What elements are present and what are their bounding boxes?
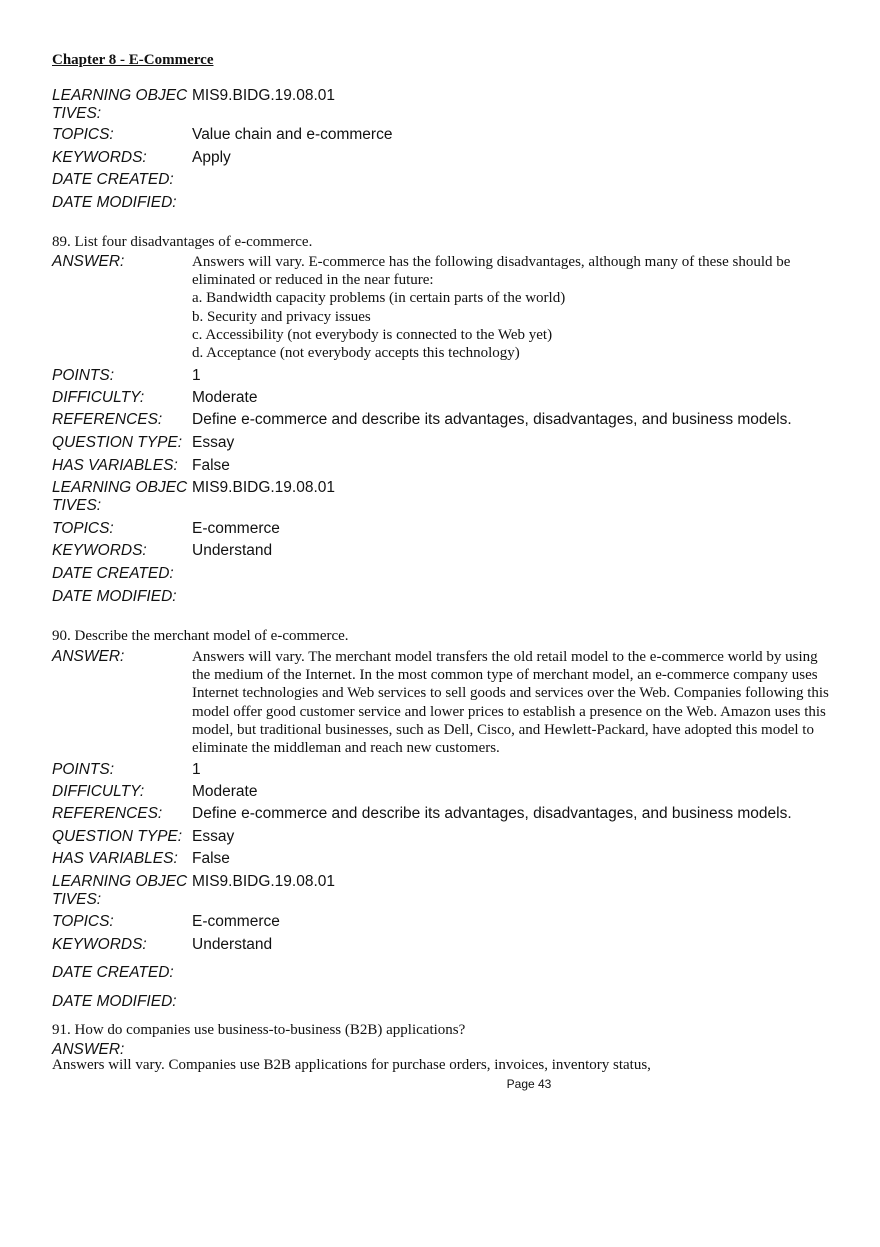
has-variables-label: HAS VARIABLES: — [52, 457, 178, 474]
points-label: POINTS: — [52, 761, 115, 778]
answer-line: a. Bandwidth capacity problems (in certain parts of the world) — [192, 290, 566, 307]
difficulty-value: Moderate — [192, 783, 258, 800]
topics-value: E-commerce — [192, 913, 280, 930]
topics-value: E-commerce — [192, 520, 280, 537]
question-89-text: 89. List four disadvantages of e-commerce. — [52, 234, 313, 250]
keywords-label: KEYWORDS: — [52, 936, 147, 953]
question-90-text: 90. Describe the merchant model of e-commerce. — [52, 628, 349, 644]
references-label: REFERENCES: — [52, 411, 163, 428]
learning-objectives-value: MIS9.BIDG.19.08.01 — [192, 87, 336, 104]
question-type-value: Essay — [192, 828, 235, 845]
answer-label: ANSWER: — [52, 648, 125, 665]
learning-objectives-value: MIS9.BIDG.19.08.01 — [192, 479, 336, 496]
has-variables-value: False — [192, 850, 230, 867]
question-91-text: 91. How do companies use business-to-business (B2B) applications? — [52, 1022, 466, 1038]
question-89-answer — [192, 253, 832, 362]
answer-line: d. Acceptance (not everybody accepts this technology) — [192, 345, 520, 362]
topics-value: Value chain and e-commerce — [192, 126, 393, 143]
question-type-label: QUESTION TYPE: — [52, 434, 183, 451]
references-label: REFERENCES: — [52, 805, 163, 822]
date-created-label: DATE CREATED: — [52, 565, 174, 582]
question-91-answer: Answers will vary. Companies use B2B applications for purchase orders, invoices, inventory status, — [52, 1057, 651, 1073]
keywords-label: KEYWORDS: — [52, 149, 147, 166]
chapter-title: Chapter 8 - E-Commerce — [52, 52, 214, 68]
answer-line: b. Security and privacy issues — [192, 308, 371, 325]
difficulty-value: Moderate — [192, 389, 258, 406]
answer-label: ANSWER: — [52, 253, 125, 270]
points-label: POINTS: — [52, 367, 115, 384]
keywords-value: Understand — [192, 542, 273, 559]
points-value: 1 — [192, 761, 201, 778]
topics-label: TOPICS: — [52, 520, 114, 537]
keywords-label: KEYWORDS: — [52, 542, 147, 559]
date-modified-label: DATE MODIFIED: — [52, 993, 177, 1010]
difficulty-label: DIFFICULTY: — [52, 389, 145, 406]
points-value: 1 — [192, 367, 201, 384]
references-value: Define e-commerce and describe its advantages, disadvantages, and business models. — [192, 805, 792, 822]
references-value: Define e-commerce and describe its advantages, disadvantages, and business models. — [192, 411, 792, 428]
question-type-label: QUESTION TYPE: — [52, 828, 183, 845]
question-90-answer: Answers will vary. The merchant model transfers the old retail model to the e-commerce world by using the medium of the Internet. In the most common type of merchant model, an e-commerce company uses Internet technologies and Web services to sell goods and services over the Web. Companies following this model offer good customer service and lower prices to establish a presence on the Web. Amazon uses this model, but traditional businesses, such as Dell, Cisco, and Hewlett-Packard, have adopted this model to eliminate the middleman and reach new customers. — [192, 649, 829, 757]
difficulty-label: DIFFICULTY: — [52, 783, 145, 800]
has-variables-value: False — [192, 457, 230, 474]
answer-label: ANSWER: — [52, 1041, 125, 1058]
answer-line: Answers will vary. E-commerce has the following disadvantages, although many of these should be eliminated or reduced in the near future: — [192, 254, 791, 289]
date-created-label: DATE CREATED: — [52, 171, 174, 188]
answer-line: c. Accessibility (not everybody is connected to the Web yet) — [192, 326, 553, 343]
date-modified-label: DATE MODIFIED: — [52, 194, 177, 211]
keywords-value: Understand — [192, 936, 273, 953]
learning-objectives-value: MIS9.BIDG.19.08.01 — [192, 873, 336, 890]
has-variables-label: HAS VARIABLES: — [52, 850, 178, 867]
topics-label: TOPICS: — [52, 913, 114, 930]
learning-objectives-label: LEARNING OBJECTIVES: — [52, 479, 188, 514]
date-modified-label: DATE MODIFIED: — [52, 588, 177, 605]
page-footer — [0, 1077, 880, 1091]
question-type-value: Essay — [192, 434, 235, 451]
topics-label: TOPICS: — [52, 126, 114, 143]
page-number: Page 43 — [506, 1077, 552, 1091]
learning-objectives-label: LEARNING OBJECTIVES: — [52, 873, 188, 908]
learning-objectives-label: LEARNING OBJECTIVES: — [52, 87, 188, 122]
date-created-label: DATE CREATED: — [52, 964, 174, 981]
keywords-value: Apply — [192, 149, 231, 166]
